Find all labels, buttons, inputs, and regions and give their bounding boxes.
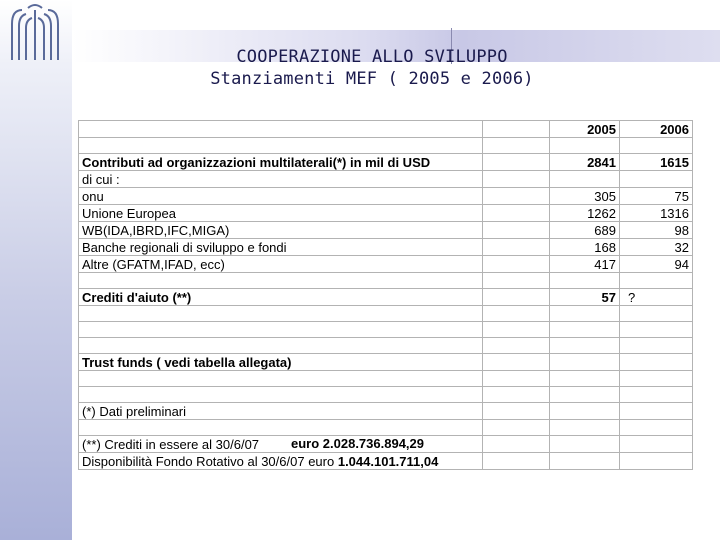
note-preliminary: (*) Dati preliminari — [79, 403, 483, 420]
table-row — [79, 256, 693, 273]
data-table — [78, 120, 693, 470]
year-2006-header: 2006 — [620, 121, 693, 138]
table-row — [79, 453, 693, 470]
row-label: onu — [79, 188, 483, 205]
trust-funds-label: Trust funds ( vedi tabella allegata) — [79, 354, 483, 371]
table-row — [79, 171, 693, 188]
table-row — [79, 154, 693, 171]
slide-subtitle: Stanziamenti MEF ( 2005 e 2006) — [210, 69, 534, 89]
table-row — [79, 239, 693, 256]
row-label: Altre (GFATM,IFAD, ecc) — [79, 256, 483, 273]
crediti-2006: ? — [620, 289, 693, 306]
table-row — [79, 403, 693, 420]
row-2006: 94 — [620, 256, 693, 273]
logo-icon — [2, 2, 68, 66]
note-fondo-label: Disponibilità Fondo Rotativo al 30/6/07 euro — [82, 453, 335, 469]
row-2006: 1316 — [620, 205, 693, 222]
row-label: Banche regionali di sviluppo e fondi — [79, 239, 483, 256]
crediti-label: Crediti d'aiuto (**) — [79, 289, 483, 306]
table-row — [79, 222, 693, 239]
crediti-2005: 57 — [550, 289, 620, 306]
header-row — [79, 121, 693, 138]
row-2006: 98 — [620, 222, 693, 239]
note-fondo-amount: 1.044.101.711,04 — [337, 453, 439, 469]
row-label: Unione Europea — [79, 205, 483, 222]
row-2005: 1262 — [550, 205, 620, 222]
dicui-label: di cui : — [79, 171, 483, 188]
row-2005: 305 — [550, 188, 620, 205]
table-row — [79, 205, 693, 222]
slide-title: COOPERAZIONE ALLO SVILUPPO — [236, 47, 508, 67]
table-row — [79, 436, 693, 453]
multilateral-2005: 2841 — [550, 154, 620, 171]
table-row — [79, 188, 693, 205]
table-row — [79, 354, 693, 371]
row-2006: 32 — [620, 239, 693, 256]
side-band — [0, 0, 72, 540]
table-row — [79, 289, 693, 306]
note-crediti-label: (**) Crediti in essere al 30/6/07 — [82, 436, 260, 452]
row-label: WB(IDA,IBRD,IFC,MIGA) — [79, 222, 483, 239]
row-2005: 168 — [550, 239, 620, 256]
multilateral-2006: 1615 — [620, 154, 693, 171]
row-2005: 417 — [550, 256, 620, 273]
year-2005-header: 2005 — [550, 121, 620, 138]
row-2005: 689 — [550, 222, 620, 239]
note-crediti-amount: euro 2.028.736.894,29 — [291, 436, 424, 451]
row-2006: 75 — [620, 188, 693, 205]
multilateral-label: Contributi ad organizzazioni multilaterali(*) in mil di USD — [79, 154, 483, 171]
